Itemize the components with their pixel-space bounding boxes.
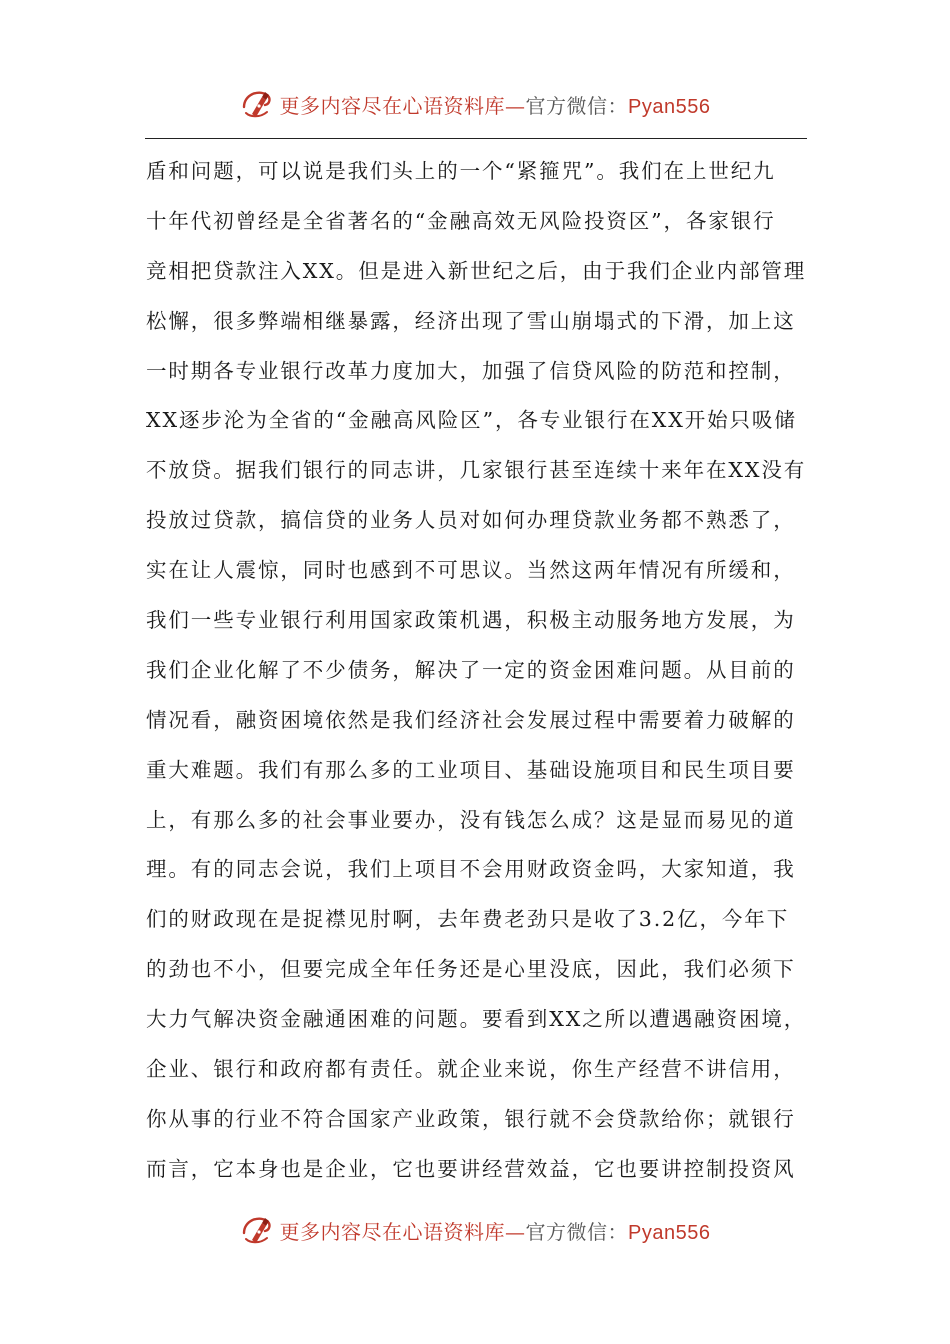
- body-line: XX逐步沦为全省的“金融高风险区”，各专业银行在XX开始只吸储: [146, 408, 797, 433]
- body-line: 投放过贷款，搞信贷的业务人员对如何办理贷款业务都不熟悉了，: [146, 508, 796, 533]
- body-line: 一时期各专业银行改革力度加大，加强了信贷风险的防范和控制，: [146, 358, 796, 383]
- footer-dash: —: [505, 1219, 526, 1244]
- body-line: 不放贷。据我们银行的同志讲，几家银行甚至连续十来年在XX没有: [146, 458, 807, 483]
- body-line: 十年代初曾经是全省著名的“金融高效无风险投资区”，各家银行: [146, 208, 776, 233]
- footer-wechat-label: 官方微信：: [525, 1219, 629, 1244]
- body-line: 我们企业化解了不少债务，解决了一定的资金困难问题。从目前的: [146, 657, 796, 682]
- body-line: 实在让人震惊，同时也感到不可思议。当然这两年情况有所缓和，: [146, 558, 796, 583]
- body-line: 理。有的同志会说，我们上项目不会用财政资金吗，大家知道，我: [146, 857, 796, 882]
- body-line: 上，有那么多的社会事业要办，没有钱怎么成？这是显而易见的道: [146, 807, 796, 832]
- body-line: 而言，它本身也是企业，它也要讲经营效益，它也要讲控制投资风: [146, 1156, 796, 1181]
- body-line: 竞相把贷款注入XX。但是进入新世纪之后，由于我们企业内部管理: [146, 258, 807, 283]
- header-wechat-label: 官方微信：: [525, 93, 629, 118]
- body-line: 企业、银行和政府都有责任。就企业来说，你生产经营不讲信用，: [146, 1057, 796, 1082]
- body-line: 盾和问题，可以说是我们头上的一个“紧箍咒”。我们在上世纪九: [146, 159, 776, 183]
- body-line: 我们一些专业银行利用国家政策机遇，积极主动服务地方发展，为: [146, 608, 796, 633]
- document-body: [146, 147, 812, 1195]
- header-dash: —: [505, 93, 526, 118]
- footer-banner-text: [280, 1216, 711, 1245]
- body-line: 们的财政现在是捉襟见肘啊，去年费老劲只是收了3.2亿，今年下: [146, 907, 790, 932]
- header-banner-text: [280, 90, 711, 119]
- body-line: 的劲也不小，但要完成全年任务还是心里没底，因此，我们必须下: [146, 957, 796, 982]
- body-line: 重大难题。我们有那么多的工业项目、基础设施项目和民生项目要: [146, 757, 796, 782]
- body-line: 大力气解决资金融通困难的问题。要看到XX之所以遭遇融资困境，: [146, 1007, 807, 1032]
- footer-banner: [0, 1210, 950, 1250]
- pen-nib-swirl-icon: [240, 87, 274, 121]
- footer-brand: 更多内容尽在心语资料库: [279, 1219, 506, 1244]
- body-line: 你从事的行业不符合国家产业政策，银行就不会贷款给你；就银行: [146, 1106, 796, 1131]
- header-banner: [0, 84, 950, 124]
- header-wechat-id: Pyan556: [628, 95, 711, 118]
- pen-nib-swirl-icon: [240, 1213, 274, 1247]
- body-line: 情况看，融资困境依然是我们经济社会发展过程中需要着力破解的: [146, 707, 796, 732]
- footer-wechat-id: Pyan556: [628, 1221, 711, 1244]
- header-divider: [145, 138, 807, 139]
- header-brand: 更多内容尽在心语资料库: [279, 93, 506, 118]
- body-line: 松懈，很多弊端相继暴露，经济出现了雪山崩塌式的下滑，加上这: [146, 308, 796, 333]
